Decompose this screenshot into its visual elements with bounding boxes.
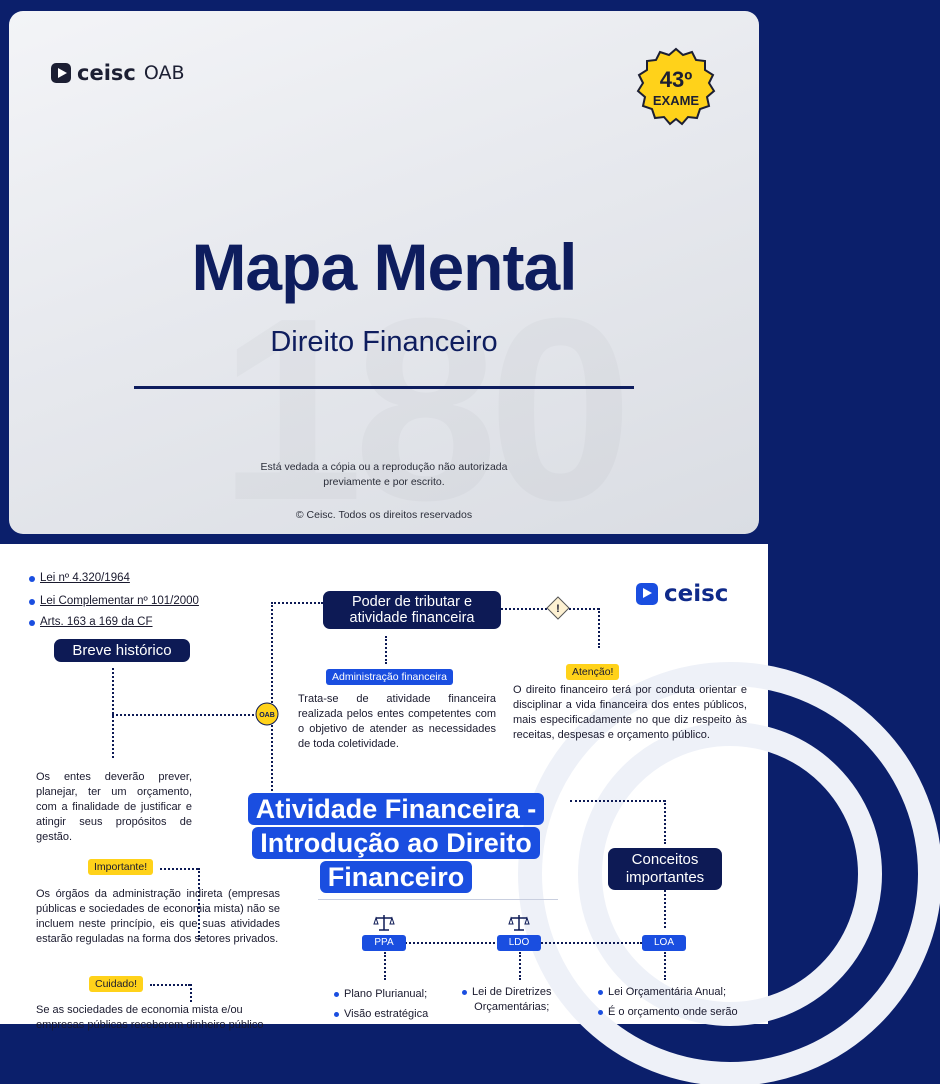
mind-map-page <box>0 544 768 1031</box>
notice-line-2: previamente e por escrito. <box>323 476 445 488</box>
administracao-financeira-text: Trata-se de atividade financeira realizada pelos entes competentes com o objetivo de atender as necessidades de toda coletividade. <box>298 693 496 750</box>
orcamento-text: Os entes deverão prever, planejar, ter um orçamento, com a finalidade de justificar e atingir seus propósitos de gestão. <box>36 771 192 843</box>
cuidado-text <box>36 1003 290 1033</box>
ldo-node: LDO <box>497 935 541 951</box>
scale-icon <box>373 914 395 932</box>
administracao-financeira-tag: Administração financeira <box>326 669 453 685</box>
law-link-4320[interactable]: Lei nº 4.320/1964 <box>40 572 130 584</box>
central-topic <box>222 792 570 894</box>
poder-line-2: atividade financeira <box>349 610 475 626</box>
law-link-lc101[interactable]: Lei Complementar nº 101/2000 <box>40 595 199 607</box>
loa-item-1: Lei Orçamentária Anual; <box>608 986 727 998</box>
badge-number: 43º <box>659 67 693 92</box>
copyright-text: © Ceisc. Todos os direitos reservados <box>295 509 473 521</box>
play-icon <box>51 63 71 83</box>
brand-name: ceisc <box>77 61 136 85</box>
brand-suffix: OAB <box>143 62 185 84</box>
title-divider <box>134 386 634 389</box>
ldo-item-line-1: Lei de Diretrizes <box>472 986 552 998</box>
central-line-3: Financeiro <box>320 861 473 893</box>
play-icon <box>636 583 658 605</box>
conceitos-line-2: importantes <box>625 869 705 886</box>
ceisc-oab-logo <box>51 61 185 85</box>
loa-item-2: É o orçamento onde serão <box>608 1006 738 1018</box>
scale-icon <box>508 914 530 932</box>
cuidado-tag: Cuidado! <box>89 976 143 992</box>
atencao-tag: Atenção! <box>566 664 619 680</box>
ldo-item-line-2: Orçamentárias; <box>474 1001 550 1013</box>
cover-page <box>9 11 759 534</box>
notice-line-1: Está vedada a cópia ou a reprodução não autorizada <box>260 461 508 473</box>
cuidado-line-2: empresas públicas receberem dinheiro público <box>36 1019 264 1031</box>
central-line-2: Introdução ao Direito <box>252 827 540 859</box>
atencao-text: O direito financeiro terá por conduta orientar e disciplinar a vida financeira dos entes públicos, mais especificadamente no que diz respeito às receitas, despesas e orçamento público. <box>513 684 747 741</box>
ppa-node: PPA <box>362 935 406 951</box>
ppa-item-2: Visão estratégica <box>344 1008 429 1020</box>
breve-historico-node: Breve histórico <box>54 639 190 662</box>
warning-icon <box>546 596 570 620</box>
exam-badge-icon <box>635 47 717 129</box>
importante-text: Os órgãos da administração indireta (empresas públicas e sociedades de economia mista) não se incluem neste princípio, eis que suas atividades estarão reguladas na forma dos setores privados. <box>36 888 280 945</box>
badge-label: EXAME <box>652 93 700 108</box>
cuidado-line-1: Se as sociedades de economia mista e/ou <box>36 1004 243 1016</box>
ldo-item <box>472 985 551 1015</box>
oab-marker-label: OAB <box>259 712 275 719</box>
ceisc-logo <box>636 581 728 607</box>
brand-name: ceisc <box>664 581 729 607</box>
conceitos-line-1: Conceitos <box>631 851 699 868</box>
oab-marker-icon <box>255 702 279 726</box>
ppa-item-1: Plano Plurianual; <box>344 988 428 1000</box>
poder-line-1: Poder de tributar e <box>351 594 473 610</box>
conceitos-importantes-node <box>608 848 722 890</box>
poder-de-tributar-node <box>323 591 501 629</box>
cover-title: Mapa Mental <box>191 230 577 304</box>
svg-text:!: ! <box>556 603 560 615</box>
copy-notice <box>9 460 759 490</box>
importante-tag: Importante! <box>88 859 153 875</box>
loa-node: LOA <box>642 935 686 951</box>
law-link-cf[interactable]: Arts. 163 a 169 da CF <box>40 616 153 628</box>
central-line-1: Atividade Financeira - <box>248 793 545 825</box>
cover-subtitle: Direito Financeiro <box>270 326 498 358</box>
